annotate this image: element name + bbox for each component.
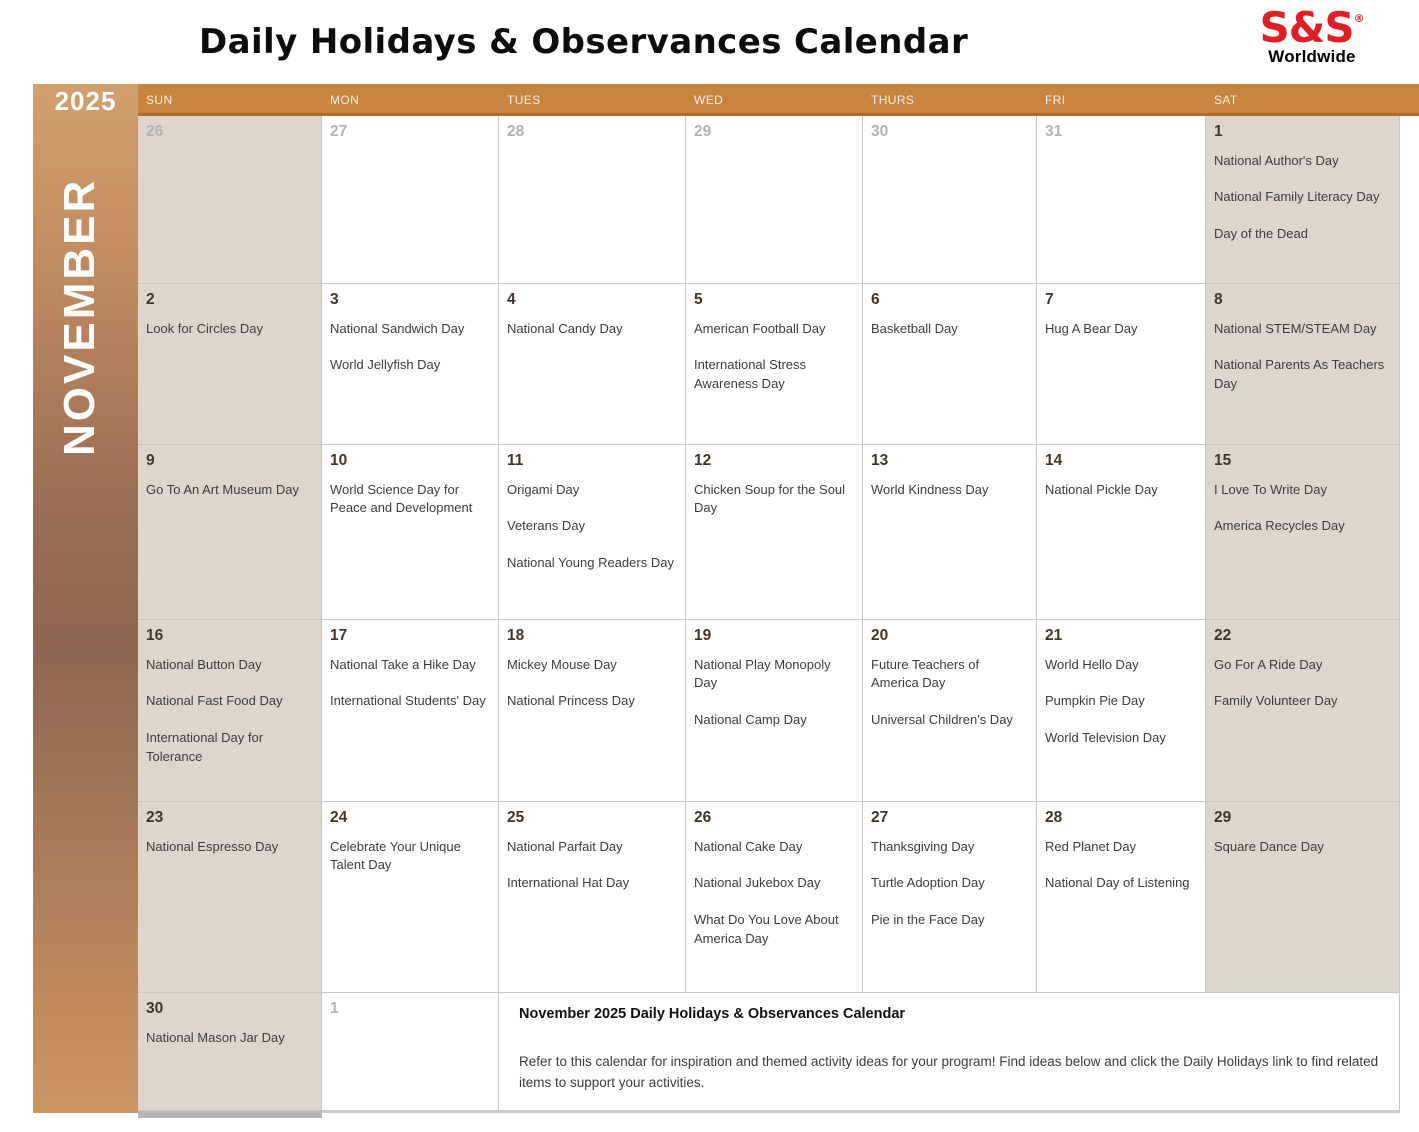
event-item: World Television Day <box>1045 730 1166 746</box>
event-list <box>330 656 491 712</box>
event-item: International Students' Day <box>330 693 486 709</box>
event-item: Thanksgiving Day <box>871 838 975 854</box>
event-item: World Jellyfish Day <box>330 357 441 373</box>
event-item: I Love To Write Day <box>1214 481 1327 497</box>
event-list <box>1214 320 1392 395</box>
day-number: 9 <box>146 452 155 469</box>
event-list <box>694 481 855 519</box>
calendar-day-cell <box>322 993 499 1111</box>
event-list <box>146 838 314 857</box>
event-item: National Espresso Day <box>146 838 279 854</box>
calendar-day-cell <box>863 802 1037 993</box>
day-number: 21 <box>1045 627 1063 644</box>
day-number: 13 <box>871 452 889 469</box>
day-number: 30 <box>146 1000 164 1017</box>
day-number: 26 <box>694 809 712 826</box>
day-number: 7 <box>1045 291 1054 308</box>
calendar-day-cell <box>138 993 322 1111</box>
event-item: National Fast Food Day <box>146 693 283 709</box>
day-number: 15 <box>1214 452 1232 469</box>
day-number: 12 <box>694 452 712 469</box>
event-list <box>507 838 678 894</box>
calendar-day-cell <box>1206 620 1400 802</box>
event-item: Pumpkin Pie Day <box>1045 693 1145 709</box>
event-item: International Hat Day <box>507 875 630 891</box>
calendar-day-cell <box>863 116 1037 284</box>
day-number: 1 <box>330 1000 339 1017</box>
day-number: 28 <box>507 123 525 140</box>
event-list <box>1214 656 1392 712</box>
day-number: 17 <box>330 627 348 644</box>
event-item: Basketball Day <box>871 320 958 336</box>
weekday-header-mon: MON <box>322 84 499 116</box>
calendar-day-cell <box>499 802 686 993</box>
event-item: Turtle Adoption Day <box>871 875 985 891</box>
calendar-day-cell <box>322 802 499 993</box>
event-list <box>1214 152 1392 245</box>
weekday-header-sun: SUN <box>138 84 322 116</box>
weekday-header-sat: SAT <box>1206 84 1400 116</box>
event-item: Chicken Soup for the Soul Day <box>694 481 846 516</box>
event-item: America Recycles Day <box>1214 518 1345 534</box>
day-number: 11 <box>507 452 524 469</box>
calendar-day-cell <box>863 445 1037 620</box>
event-item: National STEM/STEAM Day <box>1214 320 1377 336</box>
day-number: 20 <box>871 627 889 644</box>
event-item: Future Teachers of America Day <box>871 656 980 691</box>
event-list <box>871 481 1029 500</box>
event-item: National Pickle Day <box>1045 481 1158 497</box>
day-number: 2 <box>146 291 155 308</box>
event-item: National Parfait Day <box>507 838 623 854</box>
calendar-day-cell <box>322 284 499 445</box>
event-item: National Cake Day <box>694 838 803 854</box>
event-item: World Hello Day <box>1045 656 1139 672</box>
page-title: Daily Holidays & Observances Calendar <box>199 22 969 62</box>
calendar-day-cell <box>322 620 499 802</box>
event-item: Go To An Art Museum Day <box>146 481 299 497</box>
event-item: Mickey Mouse Day <box>507 656 617 672</box>
event-list <box>871 838 1029 931</box>
event-item: Family Volunteer Day <box>1214 693 1338 709</box>
event-item: American Football Day <box>694 320 826 336</box>
logo-wordmark <box>1254 5 1370 50</box>
event-list <box>1214 838 1392 857</box>
day-number: 10 <box>330 452 348 469</box>
event-item: Look for Circles Day <box>146 320 264 336</box>
event-list <box>146 656 314 767</box>
calendar-day-cell <box>499 620 686 802</box>
event-item: World Kindness Day <box>871 481 989 497</box>
registered-trademark-icon: ® <box>1353 12 1365 25</box>
event-item: National Family Literacy Day <box>1214 189 1380 205</box>
event-list <box>507 656 678 712</box>
event-item: What Do You Love About America Day <box>694 912 839 947</box>
event-list <box>330 838 491 876</box>
calendar-day-cell <box>1206 116 1400 284</box>
event-item: National Jukebox Day <box>694 875 821 891</box>
event-item: National Button Day <box>146 656 262 672</box>
event-list <box>507 320 678 339</box>
day-number: 27 <box>330 123 348 140</box>
event-item: Go For A Ride Day <box>1214 656 1323 672</box>
calendar-day-cell <box>863 620 1037 802</box>
calendar-day-cell <box>863 284 1037 445</box>
calendar-day-cell <box>686 116 863 284</box>
calendar-day-cell <box>322 116 499 284</box>
brand-logo <box>1254 5 1370 67</box>
event-item: National Parents As Teachers Day <box>1214 357 1385 392</box>
event-list <box>330 481 491 519</box>
day-number: 4 <box>507 291 516 308</box>
calendar-day-cell <box>499 116 686 284</box>
event-list <box>694 838 855 949</box>
weekday-header-fri: FRI <box>1037 84 1206 116</box>
day-number: 28 <box>1045 809 1063 826</box>
event-list <box>694 320 855 395</box>
event-list <box>1214 481 1392 537</box>
event-item: Celebrate Your Unique Talent Day <box>330 838 461 873</box>
weekday-header-wed: WED <box>686 84 863 116</box>
event-item: National Mason Jar Day <box>146 1029 285 1045</box>
calendar-day-cell <box>138 445 322 620</box>
event-item: Day of the Dead <box>1214 226 1308 242</box>
calendar-day-cell <box>138 116 322 284</box>
event-list <box>507 481 678 574</box>
event-list <box>146 1029 314 1048</box>
event-item: National Take a Hike Day <box>330 656 476 672</box>
calendar-day-cell <box>1206 802 1400 993</box>
calendar-day-cell <box>138 620 322 802</box>
weekday-header-tues: TUES <box>499 84 686 116</box>
event-list <box>1045 838 1198 894</box>
day-number: 5 <box>694 291 703 308</box>
calendar-day-cell <box>322 445 499 620</box>
logo-brand-text: S&S <box>1259 3 1354 52</box>
weekday-header-thurs: THURS <box>863 84 1037 116</box>
event-list <box>1045 481 1198 500</box>
event-item: Veterans Day <box>507 518 586 534</box>
day-number: 24 <box>330 809 348 826</box>
event-list <box>146 320 314 339</box>
header-bar-extension <box>1400 84 1419 116</box>
calendar-day-cell <box>1206 445 1400 620</box>
day-number: 25 <box>507 809 525 826</box>
calendar-day-cell <box>1037 284 1206 445</box>
year-label: 2025 <box>54 86 117 116</box>
bottom-edge-fragment <box>138 1111 322 1118</box>
calendar-day-cell <box>686 620 863 802</box>
calendar-day-cell <box>1037 116 1206 284</box>
event-item: National Candy Day <box>507 320 623 336</box>
day-number: 16 <box>146 627 164 644</box>
event-item: Universal Children's Day <box>871 712 1013 728</box>
day-number: 31 <box>1045 123 1063 140</box>
event-list <box>871 656 1029 731</box>
note-title: November 2025 Daily Holidays & Observances Calendar <box>519 1006 906 1022</box>
day-number: 23 <box>146 809 164 826</box>
event-item: International Day for Tolerance <box>146 730 264 765</box>
calendar-day-cell <box>686 802 863 993</box>
month-label: NOVEMBER <box>55 177 104 456</box>
day-number: 29 <box>1214 809 1232 826</box>
event-item: Pie in the Face Day <box>871 912 985 928</box>
event-item: National Author's Day <box>1214 152 1339 168</box>
event-item: National Play Monopoly Day <box>694 656 831 691</box>
day-number: 27 <box>871 809 889 826</box>
day-number: 19 <box>694 627 712 644</box>
logo-subtext: Worldwide <box>1268 47 1356 67</box>
day-number: 26 <box>146 123 164 140</box>
day-number: 18 <box>507 627 525 644</box>
event-item: Hug A Bear Day <box>1045 320 1138 336</box>
month-sidebar <box>33 84 138 1113</box>
calendar-day-cell <box>1037 802 1206 993</box>
day-number: 3 <box>330 291 339 308</box>
event-item: Square Dance Day <box>1214 838 1324 854</box>
calendar-day-cell <box>686 445 863 620</box>
event-item: International Stress Awareness Day <box>694 357 807 392</box>
day-number: 30 <box>871 123 889 140</box>
calendar-day-cell <box>138 802 322 993</box>
day-number: 22 <box>1214 627 1232 644</box>
event-list <box>1045 320 1198 339</box>
day-number: 14 <box>1045 452 1063 469</box>
event-list <box>694 656 855 731</box>
note-body: Refer to this calendar for inspiration and themed activity ideas for your program! Find ideas below and click the Daily Holidays link to find related items to support your activities. <box>519 1054 1379 1090</box>
calendar-day-cell <box>499 445 686 620</box>
day-number: 8 <box>1214 291 1223 308</box>
event-list <box>146 481 314 500</box>
event-item: National Camp Day <box>694 712 807 728</box>
calendar-grid <box>138 84 1400 1113</box>
calendar-day-cell <box>1037 620 1206 802</box>
day-number: 1 <box>1214 123 1223 140</box>
event-item: National Sandwich Day <box>330 320 465 336</box>
event-item: National Young Readers Day <box>507 555 674 571</box>
event-item: World Science Day for Peace and Development <box>330 481 473 516</box>
event-item: National Princess Day <box>507 693 635 709</box>
event-item: Origami Day <box>507 481 580 497</box>
calendar-day-cell <box>1037 445 1206 620</box>
calendar-day-cell <box>1206 284 1400 445</box>
calendar-note-cell <box>499 993 1400 1111</box>
event-list <box>871 320 1029 339</box>
event-item: National Day of Listening <box>1045 875 1190 891</box>
event-list <box>1045 656 1198 749</box>
day-number: 6 <box>871 291 880 308</box>
calendar-day-cell <box>138 284 322 445</box>
event-item: Red Planet Day <box>1045 838 1137 854</box>
event-list <box>330 320 491 376</box>
calendar-day-cell <box>499 284 686 445</box>
calendar-day-cell <box>686 284 863 445</box>
day-number: 29 <box>694 123 712 140</box>
